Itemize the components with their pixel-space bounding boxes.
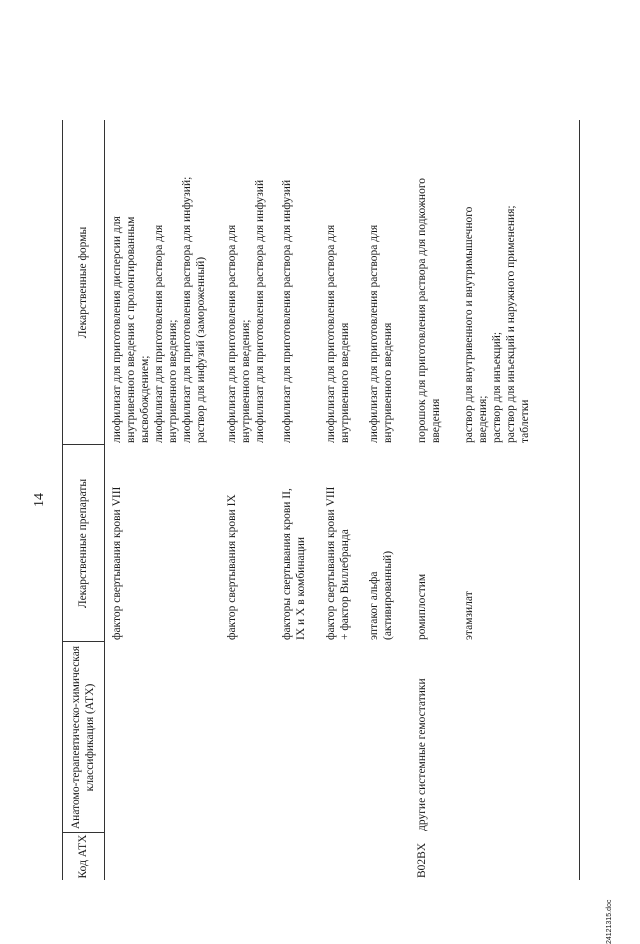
dosage-forms: порошок для приготовления раствора для подкожного введения bbox=[416, 177, 442, 443]
header-atc: Анатомо-терапевтическо-химическая классификация (АТХ) bbox=[70, 645, 96, 830]
header-forms: Лекарственные формы bbox=[77, 226, 89, 339]
drug-name: ромиплостим bbox=[416, 573, 428, 640]
table-top-border bbox=[62, 120, 63, 880]
rotated-page bbox=[32, 120, 613, 944]
footer-doc-id: 24121315.doc bbox=[606, 899, 613, 944]
drug-name: фактор свертывания крови IX bbox=[226, 494, 238, 640]
header-bottom-border bbox=[104, 120, 105, 880]
header-code: Код АТХ bbox=[77, 834, 89, 879]
atc-code: B02BX bbox=[416, 842, 428, 878]
drug-name: фактор свертывания крови VIII + фактор Виллебранда bbox=[325, 486, 351, 640]
dosage-forms: лиофилизат для приготовления раствора для внутривенного введения bbox=[325, 224, 351, 443]
table-bottom-border bbox=[579, 120, 580, 880]
drug-name: этамзилат bbox=[463, 591, 475, 640]
dosage-forms: лиофилизат для приготовления раствора для инфузий bbox=[281, 179, 293, 443]
drug-name: фактор свертывания крови VIII bbox=[111, 486, 123, 640]
atc-group: другие системные гемостатики bbox=[416, 678, 428, 831]
dosage-forms: раствор для внутривенного и внутримышечного введения; раствор для инъекций; раствор для инъекций и наружного применения; таблетки bbox=[463, 205, 531, 443]
dosage-forms: лиофилизат для приготовления дисперсии для внутривенного введения с пролонгированным высвобождением; лиофилизат для приготовления раствора для внутривенного введения; лиофилизат для приготовления раствора для инфузий; раствор для инфузий (замороженный) bbox=[111, 176, 207, 443]
header-drugs: Лекарственные препараты bbox=[77, 478, 89, 609]
page-number: 14 bbox=[32, 493, 47, 507]
drug-name: эптаког альфа (активированный) bbox=[368, 550, 394, 640]
dosage-forms: лиофилизат для приготовления раствора для внутривенного введения; лиофилизат для приготовления раствора для инфузий bbox=[226, 179, 266, 443]
drug-name: факторы свертывания крови II, IX и X в комбинации bbox=[281, 488, 307, 640]
dosage-forms: лиофилизат для приготовления раствора для внутривенного введения bbox=[368, 224, 394, 443]
